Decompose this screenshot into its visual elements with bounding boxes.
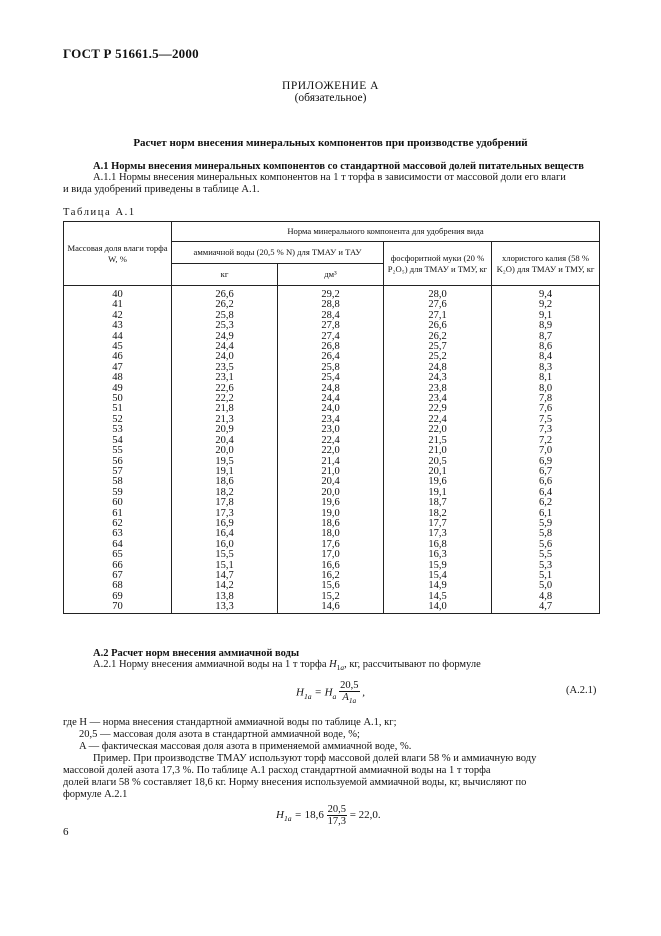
formula-numerator: 20,5 [340,680,359,691]
cell-ammonia-dm3: 19,0 [278,509,384,519]
header-norm-group: Норма минерального компонента для удобрения вида [172,222,600,242]
cell-moisture: 44 [64,332,172,342]
cell-moisture: 40 [64,286,172,301]
cell-phosphate: 26,6 [384,321,492,331]
cell-phosphate: 14,0 [384,602,492,613]
cell-potassium: 7,2 [492,436,600,446]
norms-table [63,221,600,614]
cell-ammonia-dm3: 17,6 [278,540,384,550]
cell-moisture: 49 [64,384,172,394]
cell-potassium: 5,0 [492,581,600,591]
table-row [64,286,600,301]
section-a1-heading: А.1 Нормы внесения минеральных компонентов со стандартной массовой долей питательных веществ [93,161,584,172]
cell-moisture: 42 [64,311,172,321]
cell-ammonia-dm3: 26,4 [278,352,384,362]
section-a2-paragraph-prefix: А.2.1 Норму внесения аммиачной воды на 1 т торфа [93,659,327,670]
cell-potassium: 4,7 [492,602,600,613]
cell-phosphate: 16,8 [384,540,492,550]
where-line-2: 20,5 — массовая доля азота в стандартной аммиачной воде, %; [79,729,360,740]
cell-ammonia-kg: 22,6 [172,384,278,394]
cell-ammonia-kg: 20,9 [172,425,278,435]
cell-phosphate: 27,6 [384,300,492,310]
cell-potassium: 7,0 [492,446,600,456]
cell-phosphate: 26,2 [384,332,492,342]
cell-phosphate: 20,5 [384,457,492,467]
cell-moisture: 48 [64,373,172,383]
cell-ammonia-kg: 26,2 [172,300,278,310]
appendix-status: (обязательное) [294,92,367,104]
cell-phosphate: 24,3 [384,373,492,383]
cell-ammonia-dm3: 20,4 [278,477,384,487]
cell-ammonia-kg: 25,8 [172,311,278,321]
section-a1-paragraph-line2: и вида удобрений приведены в таблице А.1. [63,184,260,195]
cell-ammonia-kg: 13,8 [172,592,278,602]
cell-phosphate: 15,4 [384,571,492,581]
cell-ammonia-kg: 20,0 [172,446,278,456]
section-a2-heading: А.2 Расчет норм внесения аммиачной воды [93,648,300,659]
cell-moisture: 66 [64,561,172,571]
cell-ammonia-dm3: 26,8 [278,342,384,352]
cell-ammonia-kg: 19,5 [172,457,278,467]
cell-ammonia-dm3: 23,4 [278,415,384,425]
cell-potassium: 6,9 [492,457,600,467]
cell-phosphate: 18,7 [384,498,492,508]
cell-moisture: 64 [64,540,172,550]
formula-fraction [339,680,359,706]
cell-moisture: 67 [64,571,172,581]
cell-ammonia-dm3: 16,2 [278,571,384,581]
cell-phosphate: 19,6 [384,477,492,487]
example-denominator: 17,3 [327,816,346,827]
cell-ammonia-dm3: 25,8 [278,363,384,373]
section-a2-paragraph: А.2.1 Норму внесения аммиачной воды на 1 т торфа $H_{1a}$, кг, рассчитывают по формуле [93,659,481,673]
cell-moisture: 69 [64,592,172,602]
cell-moisture: 50 [64,394,172,404]
header-unit-dm3: дм³ [278,264,384,286]
cell-ammonia-dm3: 16,6 [278,561,384,571]
cell-potassium: 5,6 [492,540,600,550]
cell-moisture: 59 [64,488,172,498]
header-phosphate-rock: фосфоритной муки (20 % P₂O₅) для ТМАУ и ТМУ, кг [384,242,492,286]
example-line-3: долей влаги 58 % составляет 18,6 кг. Норму внесения используемой аммиачной воды, кг, вычисляют по [63,777,527,788]
cell-moisture: 53 [64,425,172,435]
cell-potassium: 6,4 [492,488,600,498]
cell-potassium: 8,4 [492,352,600,362]
cell-ammonia-dm3: 24,4 [278,394,384,404]
cell-ammonia-kg: 15,5 [172,550,278,560]
cell-ammonia-kg: 24,4 [172,342,278,352]
cell-potassium: 8,9 [492,321,600,331]
table-row [64,498,600,508]
where-line-1: где H — норма внесения стандартной аммиачной воды по таблице А.1, кг; [63,717,397,728]
header-moisture: Массовая доля влаги торфа W, % [64,222,172,286]
cell-ammonia-kg: 16,9 [172,519,278,529]
cell-ammonia-kg: 14,2 [172,581,278,591]
appendix-title: ПРИЛОЖЕНИЕ А [282,80,379,92]
example-fraction [327,804,347,827]
cell-ammonia-dm3: 25,4 [278,373,384,383]
cell-phosphate: 23,4 [384,394,492,404]
cell-ammonia-dm3: 23,0 [278,425,384,435]
cell-potassium: 8,3 [492,363,600,373]
cell-potassium: 6,6 [492,477,600,487]
cell-potassium: 5,9 [492,519,600,529]
table-caption: Таблица А.1 [63,207,136,218]
cell-ammonia-dm3: 18,6 [278,519,384,529]
formula-a21: $H_{1a} = H_a$ $\frac{20,5}{A_{1a}}$ , [296,680,365,706]
cell-potassium: 6,2 [492,498,600,508]
cell-ammonia-kg: 20,4 [172,436,278,446]
cell-potassium: 5,8 [492,529,600,539]
cell-potassium: 5,3 [492,561,600,571]
table-row [64,550,600,560]
cell-ammonia-kg: 24,0 [172,352,278,362]
cell-ammonia-dm3: 15,2 [278,592,384,602]
section-a2-paragraph-suffix: , кг, рассчитывают по формуле [344,659,481,670]
cell-phosphate: 24,8 [384,363,492,373]
cell-moisture: 46 [64,352,172,362]
cell-phosphate: 25,2 [384,352,492,362]
cell-ammonia-dm3: 21,0 [278,467,384,477]
cell-ammonia-kg: 23,5 [172,363,278,373]
header-potassium-chloride: хлористого калия (58 % K₂O) для ТМАУ и ТМУ, кг [492,242,600,286]
cell-moisture: 61 [64,509,172,519]
cell-potassium: 8,1 [492,373,600,383]
cell-ammonia-kg: 18,2 [172,488,278,498]
cell-potassium: 6,1 [492,509,600,519]
cell-phosphate: 27,1 [384,311,492,321]
cell-ammonia-dm3: 28,8 [278,300,384,310]
cell-moisture: 60 [64,498,172,508]
cell-moisture: 55 [64,446,172,456]
header-unit-kg: кг [172,264,278,286]
cell-ammonia-dm3: 29,2 [278,286,384,301]
cell-ammonia-kg: 23,1 [172,373,278,383]
cell-potassium: 5,1 [492,571,600,581]
cell-ammonia-kg: 21,3 [172,415,278,425]
cell-ammonia-dm3: 27,8 [278,321,384,331]
cell-ammonia-dm3: 20,0 [278,488,384,498]
cell-phosphate: 14,5 [384,592,492,602]
cell-phosphate: 22,0 [384,425,492,435]
cell-phosphate: 20,1 [384,467,492,477]
cell-moisture: 70 [64,602,172,613]
document-id: ГОСТ Р 51661.5—2000 [63,46,199,61]
cell-ammonia-kg: 14,7 [172,571,278,581]
cell-ammonia-kg: 21,8 [172,404,278,414]
cell-phosphate: 25,7 [384,342,492,352]
cell-moisture: 52 [64,415,172,425]
cell-phosphate: 22,9 [384,404,492,414]
cell-ammonia-dm3: 24,0 [278,404,384,414]
cell-potassium: 8,6 [492,342,600,352]
cell-ammonia-dm3: 14,6 [278,602,384,613]
cell-phosphate: 22,4 [384,415,492,425]
cell-ammonia-kg: 16,0 [172,540,278,550]
cell-ammonia-kg: 17,3 [172,509,278,519]
cell-phosphate: 17,7 [384,519,492,529]
cell-potassium: 7,5 [492,415,600,425]
cell-potassium: 9,4 [492,286,600,301]
section-a1-paragraph-line1: А.1.1 Нормы внесения минеральных компонентов на 1 т торфа в зависимости от массовой доли его влаги [93,172,566,183]
cell-ammonia-kg: 17,8 [172,498,278,508]
cell-moisture: 68 [64,581,172,591]
cell-potassium: 8,0 [492,384,600,394]
cell-moisture: 58 [64,477,172,487]
cell-moisture: 45 [64,342,172,352]
table-body [64,286,600,614]
cell-potassium: 9,2 [492,300,600,310]
cell-ammonia-dm3: 28,4 [278,311,384,321]
cell-phosphate: 17,3 [384,529,492,539]
cell-phosphate: 14,9 [384,581,492,591]
example-result: = 22,0. [349,809,381,822]
cell-moisture: 62 [64,519,172,529]
cell-ammonia-kg: 19,1 [172,467,278,477]
cell-ammonia-kg: 15,1 [172,561,278,571]
cell-potassium: 6,7 [492,467,600,477]
cell-moisture: 47 [64,363,172,373]
cell-phosphate: 21,0 [384,446,492,456]
cell-moisture: 41 [64,300,172,310]
cell-moisture: 43 [64,321,172,331]
cell-potassium: 9,1 [492,311,600,321]
cell-ammonia-dm3: 19,6 [278,498,384,508]
formula-denominator: $A_{1a}$ [342,692,357,706]
cell-ammonia-dm3: 21,4 [278,457,384,467]
cell-potassium: 7,8 [492,394,600,404]
cell-ammonia-dm3: 22,4 [278,436,384,446]
cell-moisture: 54 [64,436,172,446]
cell-ammonia-dm3: 17,0 [278,550,384,560]
cell-phosphate: 15,9 [384,561,492,571]
cell-ammonia-kg: 24,9 [172,332,278,342]
cell-phosphate: 19,1 [384,488,492,498]
cell-ammonia-dm3: 27,4 [278,332,384,342]
cell-ammonia-dm3: 18,0 [278,529,384,539]
example-line-2: массовой долей азота 17,3 %. По таблице А.1 расход стандартной аммиачной воды на 1 т торфа [63,765,491,776]
cell-ammonia-dm3: 24,8 [278,384,384,394]
table-row [64,602,600,613]
cell-moisture: 57 [64,467,172,477]
main-heading: Расчет норм внесения минеральных компонентов при производстве удобрений [133,137,528,149]
cell-phosphate: 16,3 [384,550,492,560]
example-formula: $H_{1a} = 18,6$ $\frac{20,5}{17,3}$ = 22,0. [276,804,381,827]
example-factor: 18,6 [304,809,324,822]
cell-ammonia-kg: 25,3 [172,321,278,331]
cell-potassium: 7,6 [492,404,600,414]
example-line-4: формуле А.2.1 [63,789,128,800]
page-number: 6 [63,826,69,838]
cell-ammonia-kg: 22,2 [172,394,278,404]
cell-ammonia-kg: 13,3 [172,602,278,613]
cell-phosphate: 23,8 [384,384,492,394]
cell-ammonia-dm3: 15,6 [278,581,384,591]
cell-ammonia-kg: 16,4 [172,529,278,539]
cell-moisture: 65 [64,550,172,560]
cell-potassium: 5,5 [492,550,600,560]
cell-phosphate: 21,5 [384,436,492,446]
cell-phosphate: 28,0 [384,286,492,301]
example-numerator: 20,5 [327,804,346,815]
where-line-3: A — фактическая массовая доля азота в применяемой аммиачной воде, %. [79,741,412,752]
cell-ammonia-kg: 26,6 [172,286,278,301]
cell-ammonia-kg: 18,6 [172,477,278,487]
cell-potassium: 4,8 [492,592,600,602]
cell-potassium: 8,7 [492,332,600,342]
cell-moisture: 63 [64,529,172,539]
cell-moisture: 51 [64,404,172,414]
table-row [64,446,600,456]
cell-ammonia-dm3: 22,0 [278,446,384,456]
cell-moisture: 56 [64,457,172,467]
cell-potassium: 7,3 [492,425,600,435]
example-line-1: Пример. При производстве ТМАУ используют торф массовой долей влаги 58 % и аммиачную воду [93,753,537,764]
cell-phosphate: 18,2 [384,509,492,519]
header-ammonia-water: аммиачной воды (20,5 % N) для ТМАУ и ТАУ [172,242,384,264]
formula-number: (А.2.1) [566,685,597,696]
